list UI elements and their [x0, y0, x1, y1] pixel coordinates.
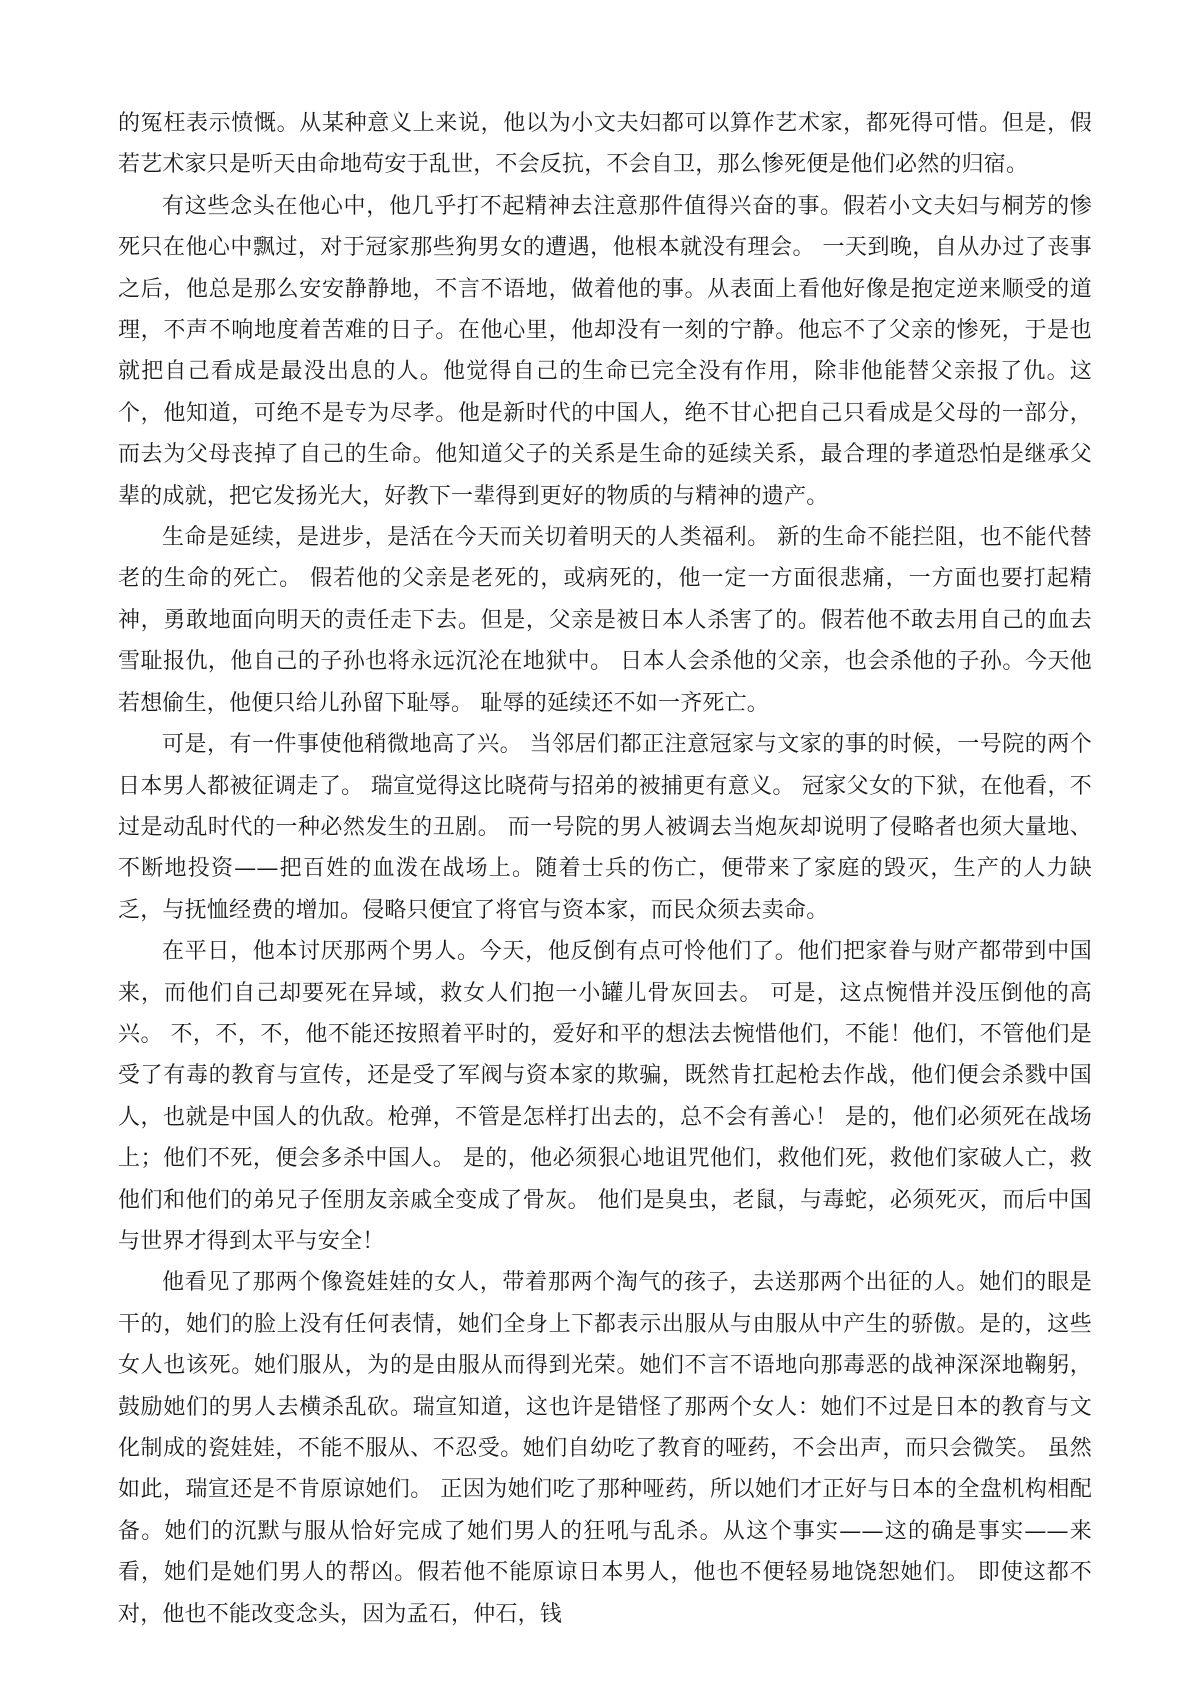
paragraph-4: 可是，有一件事使他稍微地高了兴。 当邻居们都正注意冠家与文家的事的时候，一号院的两个日本男人都被征调走了。 瑞宣觉得这比晓荷与招弟的被捕更有意义。 冠家父女的下狱，在他看，不过是动乱时代的一种必然发生的丑剧。 而一号院的男人被调去当炮灰却说明了侵略者也须大量地、不断地投资——把百姓的血泼在战场上。随着士兵的伤亡，便带来了家庭的毁灭，生产的人力缺乏，与抚恤经费的增加。侵略只便宜了将官与资本家，而民众须去卖命。	[118, 732, 1092, 923]
paragraph-3: 生命是延续，是进步，是活在今天而关切着明天的人类福利。 新的生命不能拦阻，也不能代替老的生命的死亡。 假若他的父亲是老死的，或病死的，他一定一方面很悲痛，一方面也要打起精神，勇敢地面向明天的责任走下去。但是，父亲是被日本人杀害了的。假若他不敢去用自己的血去雪耻报仇，他自己的子孙也将永远沉沦在地狱中。 日本人会杀他的父亲，也会杀他的子孙。今天他若想偷生，他便只给儿孙留下耻辱。 耻辱的延续还不如一齐死亡。	[118, 525, 1092, 716]
document-body	[118, 103, 1092, 1635]
paragraph-2: 有这些念头在他心中，他几乎打不起精神去注意那件值得兴奋的事。假若小文夫妇与桐芳的惨死只在他心中飘过，对于冠家那些狗男女的遭遇，他根本就没有理会。 一天到晚，自从办过了丧事之后，他总是那么安安静静地，不言不语地，做着他的事。从表面上看他好像是抱定逆来顺受的道理，不声不响地度着苦难的日子。在他心里，他却没有一刻的宁静。他忘不了父亲的惨死，于是也就把自己看成是最没出息的人。他觉得自己的生命已完全没有作用，除非他能替父亲报了仇。这个，他知道，可绝不是专为尽孝。他是新时代的中国人，绝不甘心把自己只看成是父母的一部分，而去为父母丧掉了自己的生命。他知道父子的关系是生命的延续关系，最合理的孝道恐怕是继承父辈的成就，把它发扬光大，好教下一辈得到更好的物质的与精神的遗产。	[118, 193, 1092, 509]
paragraph-6: 他看见了那两个像瓷娃娃的女人，带着那两个淘气的孩子，去送那两个出征的人。她们的眼是干的，她们的脸上没有任何表情，她们全身上下都表示出服从与由服从中产生的骄傲。是的，这些女人也该死。她们服从，为的是由服从而得到光荣。她们不言不语地向那毒恶的战神深深地鞠躬，鼓励她们的男人去横杀乱砍。瑞宣知道，这也许是错怪了那两个女人：她们不过是日本的教育与文化制成的瓷娃娃，不能不服从、不忍受。她们自幼吃了教育的哑药，不会出声，而只会微笑。 虽然如此，瑞宣还是不肯原谅她们。 正因为她们吃了那种哑药，所以她们才正好与日本的全盘机构相配备。她们的沉默与服从恰好完成了她们男人的狂吼与乱杀。从这个事实——这的确是事实——来看，她们是她们男人的帮凶。假若他不能原谅日本男人，他也不便轻易地饶恕她们。 即使这都不对，他也不能改变念头，因为孟石，仲石，钱	[118, 1270, 1092, 1627]
paragraph-5: 在平日，他本讨厌那两个男人。今天，他反倒有点可怜他们了。他们把家眷与财产都带到中国来，而他们自己却要死在异域，救女人们抱一小罐儿骨灰回去。 可是，这点惋惜并没压倒他的高兴。 不，不，不，他不能还按照着平时的，爱好和平的想法去惋惜他们，不能！他们，不管他们是受了有毒的教育与宣传，还是受了军阀与资本家的欺骗，既然肯扛起枪去作战，他们便会杀戮中国人，也就是中国人的仇敌。枪弹，不管是怎样打出去的，总不会有善心！ 是的，他们必须死在战场上；他们不死，便会多杀中国人。 是的，他必须狠心地诅咒他们，救他们死，救他们家破人亡，救他们和他们的弟兄子侄朋友亲戚全变成了骨灰。 他们是臭虫，老鼠，与毒蛇，必须死灭，而后中国与世界才得到太平与安全！	[118, 939, 1092, 1254]
paragraph-1: 的冤枉表示愤慨。从某种意义上来说，他以为小文夫妇都可以算作艺术家，都死得可惜。但是，假若艺术家只是听天由命地苟安于乱世，不会反抗，不会自卫，那么惨死便是他们必然的归宿。	[118, 111, 1092, 178]
